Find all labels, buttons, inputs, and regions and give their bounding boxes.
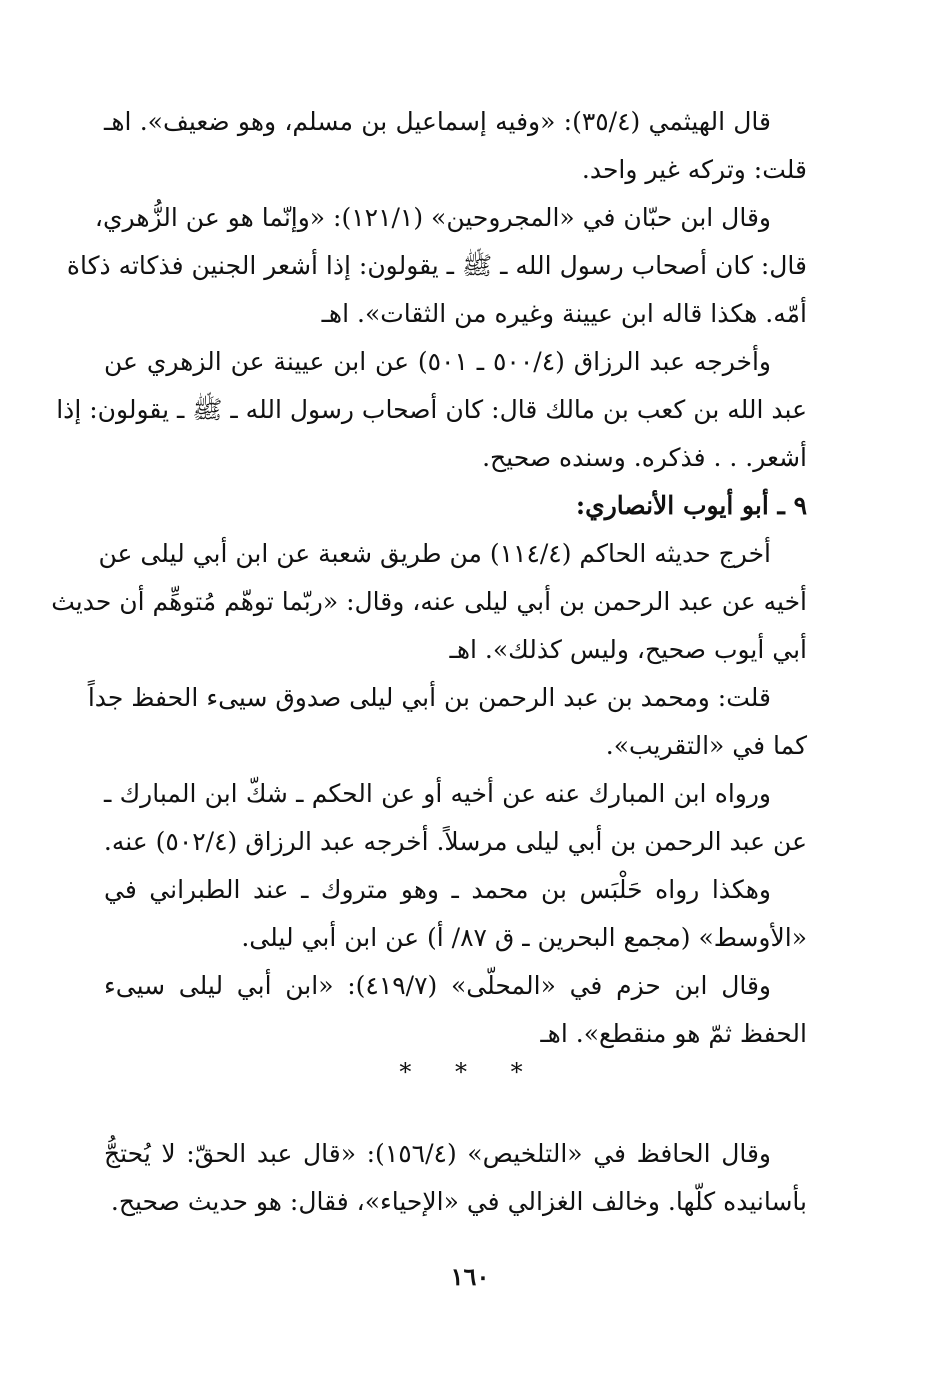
text-line: أخيه عن عبد الرحمن بن أبي ليلى عنه، وقال: «ربّما توهّم مُتوهِّم أن حديث bbox=[51, 587, 807, 616]
text-line: الحفظ ثمّ هو منقطع». اهـ bbox=[540, 1019, 807, 1048]
section-separator: * * * bbox=[399, 1058, 541, 1086]
text-line: عبد الله بن كعب بن مالك قال: كان أصحاب رسول الله ـ ﷺ ـ يقولون: إذا bbox=[56, 395, 807, 424]
text-line: كما في «التقريب». bbox=[605, 731, 807, 760]
text-line: أبي أيوب صحيح، وليس كذلك». اهـ bbox=[449, 635, 807, 664]
main-text-block bbox=[51, 98, 807, 1058]
text-line: ورواه ابن المبارك عنه عن أخيه أو عن الحكم ـ شكّ ابن المبارك ـ bbox=[104, 779, 771, 808]
text-line: قلت: ومحمد بن عبد الرحمن بن أبي ليلى صدوق سيىء الحفظ جداً bbox=[87, 683, 771, 712]
text-line: قال: كان أصحاب رسول الله ـ ﷺ ـ يقولون: إذا أشعر الجنين فذكاته ذكاة bbox=[66, 251, 807, 280]
text-line: أشعر. . . فذكره. وسنده صحيح. bbox=[482, 443, 807, 472]
text-line: بأسانيده كلّها. وخالف الغزالي في «الإحياء»، فقال: هو حديث صحيح. bbox=[110, 1187, 807, 1216]
text-line: أخرج حديثه الحاكم (١١٤/٤) من طريق شعبة عن ابن أبي ليلى عن bbox=[98, 539, 771, 568]
text-line: وأخرجه عبد الرزاق (٥٠٠/٤ ـ ٥٠١) عن ابن عيينة عن الزهري عن bbox=[104, 347, 771, 376]
text-line: عن عبد الرحمن بن أبي ليلى مرسلاً. أخرجه عبد الرزاق (٥٠٢/٤) عنه. bbox=[103, 827, 807, 856]
text-line: قال الهيثمي (٣٥/٤): «وفيه إسماعيل بن مسلم، وهو ضعيف». اهـ bbox=[104, 107, 772, 136]
text-line: وقال ابن حبّان في «المجروحين» (١٢١/١): «وإنّما هو عن الزُّهري، bbox=[94, 203, 771, 232]
section-heading: ٩ ـ أبو أيوب الأنصاري: bbox=[575, 491, 807, 520]
text-line: وهكذا رواه حَلْبَس بن محمد ـ وهو متروك ـ عند الطبراني في bbox=[104, 875, 771, 904]
text-line: قلت: وتركه غير واحد. bbox=[581, 155, 807, 184]
text-line: وقال الحافظ في «التلخيص» (١٥٦/٤): «قال عبد الحقّ: لا يُحتجُّ bbox=[104, 1139, 771, 1168]
page-number: ١٦٠ bbox=[450, 1262, 490, 1291]
text-line: أمّه. هكذا قاله ابن عيينة وغيره من الثقات». اهـ bbox=[321, 299, 807, 328]
secondary-text-block bbox=[104, 1130, 807, 1226]
text-line: وقال ابن حزم في «المحلّى» (٤١٩/٧): «ابن أبي ليلى سيىء bbox=[104, 971, 771, 1000]
text-line: «الأوسط» (مجمع البحرين ـ ق ٨٧/ أ) عن ابن أبي ليلى. bbox=[241, 923, 807, 952]
